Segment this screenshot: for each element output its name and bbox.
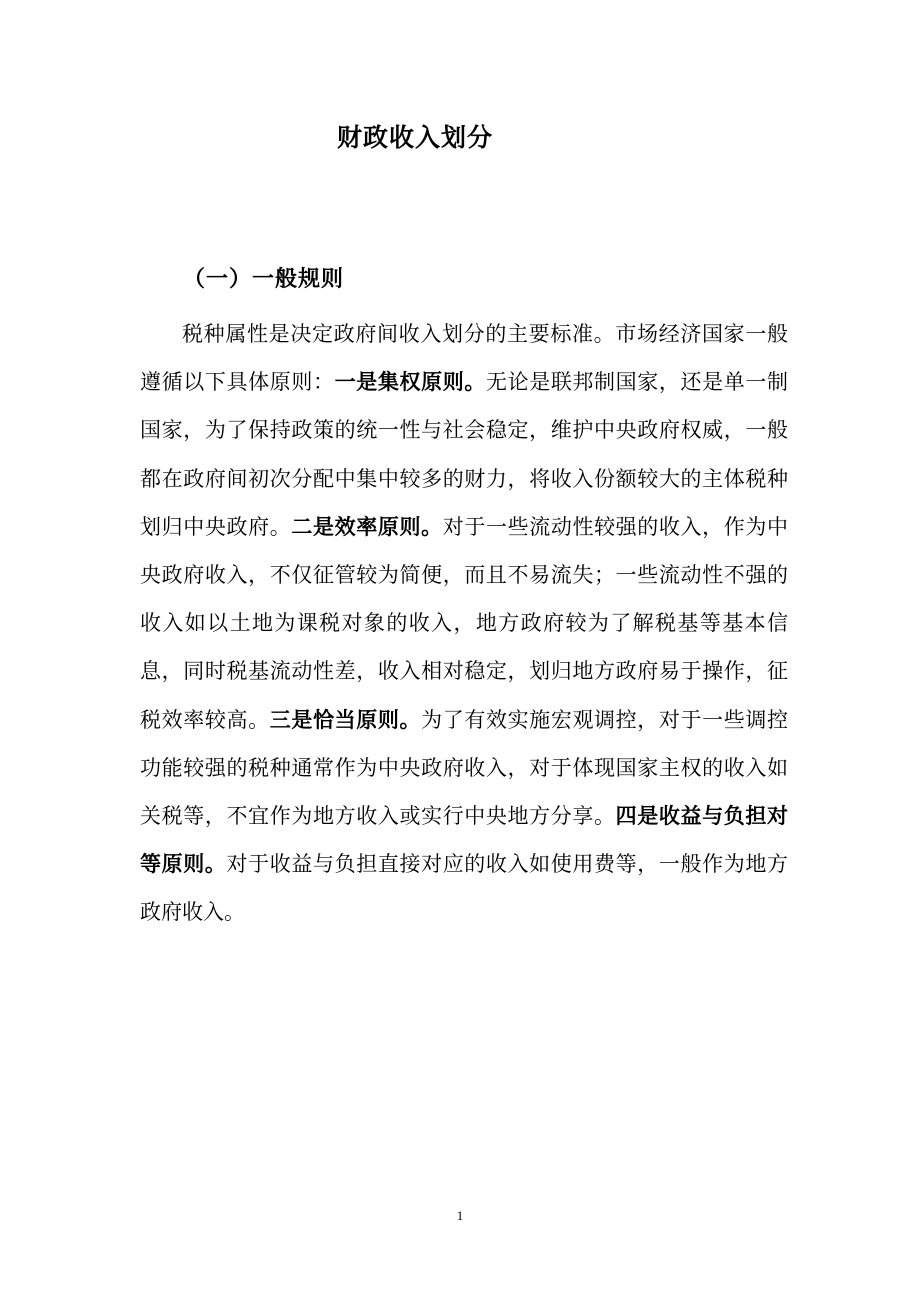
paragraph-run-bold: 三是恰当原则。 (269, 706, 422, 732)
page-number: 1 (456, 1208, 464, 1223)
paragraph-run: 税种属性是决定政府间收入划分的主要标准。市场经济国家一般遵循以下具体原则： (140, 322, 788, 395)
paragraph-run: 无论是联邦制国家，还是单一制国家，为了保持政策的统一性与社会稳定，维护中央政府权威，一般都在政府间初次分配中集中较多的财力，将收入份额较大的主体税种划归中央政府。 (140, 370, 789, 539)
paragraph-run-bold: 二是效率原则。 (291, 513, 443, 539)
body-paragraph (140, 310, 788, 937)
section-heading: （一）一般规则 (183, 266, 345, 292)
paragraph-run: 为了有效实施宏观调控，对于一些调控功能较强的税种通常作为中央政府收入，对于体现国家主权的收入如关税等，不宜作为地方收入或实行中央地方分享。 (140, 707, 789, 829)
paragraph-run-bold: 一是集权原则。 (334, 369, 486, 395)
paragraph-run: 对于一些流动性较强的收入，作为中央政府收入，不仅征管较为简便，而且不易流失；一些流动性不强的收入如以土地为课税对象的收入，地方政府较为了解税基等基本信息，同时税基流动性差，收入相对稳定，划归地方政府易于操作，征税效率较高。 (140, 514, 789, 732)
paragraph-run: 对于收益与负担直接对应的收入如使用费等，一般作为地方政府收入。 (140, 852, 788, 925)
document-title: 财政收入划分 (336, 123, 493, 152)
paragraph-run-bold: 四是收益与负担对等原则。 (140, 803, 789, 877)
